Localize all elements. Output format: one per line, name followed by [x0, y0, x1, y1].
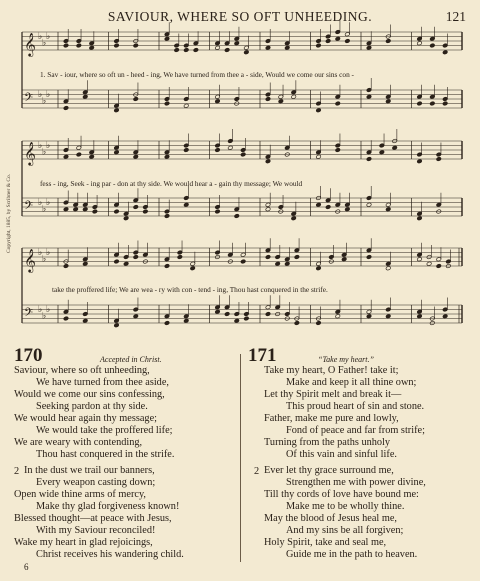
footer-number: 6: [24, 562, 29, 572]
flat-icon: ♭: [42, 38, 47, 49]
note-head: [386, 99, 391, 104]
note-head: [430, 43, 435, 48]
note-head: [294, 255, 299, 260]
note-head: [417, 159, 422, 164]
note-head: [164, 101, 169, 106]
note-head: [442, 101, 447, 106]
note-head: [316, 154, 321, 159]
verse-line: May the blood of Jesus heal me,: [264, 513, 397, 524]
note-head: [386, 207, 391, 212]
note-head: [184, 103, 189, 108]
flat-icon: ♭: [42, 311, 47, 322]
note-head: [215, 148, 220, 153]
verse-line: Guide me in the path to heaven.: [286, 549, 418, 560]
verse-line: Wake my heart in glad rejoicings,: [14, 537, 153, 548]
verse-line: Seeking pardon at thy side.: [36, 401, 148, 412]
note-head: [89, 154, 94, 159]
note-head: [76, 152, 81, 157]
note-head: [316, 202, 321, 207]
note-head: [285, 45, 290, 50]
note-head: [366, 157, 371, 162]
note-head: [436, 157, 441, 162]
flat-icon: ♭: [46, 140, 51, 151]
note-head: [63, 43, 68, 48]
note-head: [417, 257, 422, 262]
note-head: [215, 309, 220, 314]
note-head: [63, 154, 68, 159]
verse-line: Would we come our sins confessing,: [14, 389, 165, 400]
note-head: [291, 216, 296, 221]
note-head: [234, 41, 239, 46]
hymn-number: 171: [248, 345, 277, 366]
note-head: [341, 257, 346, 262]
note-head: [133, 97, 138, 102]
bass-clef-icon: 𝄢: [24, 91, 34, 108]
note-head: [133, 205, 138, 210]
note-head: [224, 312, 229, 317]
note-head: [123, 216, 128, 221]
note-head: [265, 207, 270, 212]
verse-line: Ever let thy grace surround me,: [264, 465, 394, 476]
flat-icon: ♭: [46, 304, 51, 315]
note-head: [316, 321, 321, 326]
lyric-line-3: take the proffered life; We are wea - ry with con - tend - ing, Thou hast conquered in the strife.: [52, 285, 328, 294]
note-head: [392, 145, 397, 150]
note-head: [316, 43, 321, 48]
flat-icon: ♭: [46, 247, 51, 258]
verse-line: Open wide thine arms of mercy,: [14, 489, 147, 500]
flat-icon: ♭: [38, 89, 43, 100]
verse-line: We would hear again thy message;: [14, 413, 157, 424]
bass-clef-icon: 𝄢: [24, 199, 34, 216]
note-head: [114, 259, 119, 264]
note-head: [366, 255, 371, 260]
note-head: [114, 43, 119, 48]
note-head: [294, 321, 299, 326]
verse-line: Make thy glad forgiveness known!: [36, 501, 180, 512]
note-head: [164, 154, 169, 159]
verse-line: Saviour, where so oft unheeding,: [14, 365, 150, 376]
flat-icon: ♭: [38, 140, 43, 151]
note-head: [417, 314, 422, 319]
verse-line: With my Saviour reconciled!: [36, 525, 156, 536]
note-head: [436, 264, 441, 269]
note-head: [143, 209, 148, 214]
verse-line: Christ receives his wandering child.: [36, 549, 184, 560]
note-head: [215, 209, 220, 214]
hymn-subtitle: “Take my heart.”: [318, 355, 374, 364]
note-head: [265, 312, 270, 317]
note-head: [193, 48, 198, 53]
verse-line: Let thy Spirit melt and break it—: [264, 389, 402, 400]
note-head: [133, 255, 138, 260]
note-head: [63, 264, 68, 269]
note-head: [63, 106, 68, 111]
copyright-notice: Copyright, 1885, by Scribner & Co.: [6, 173, 12, 253]
verse-line: Thou hast conquered in the strife.: [36, 449, 175, 460]
note-head: [174, 48, 179, 53]
page-number: 121: [445, 9, 466, 24]
note-head: [133, 154, 138, 159]
note-head: [244, 50, 249, 55]
note-head: [114, 108, 119, 113]
stanza-number: 2: [254, 466, 260, 477]
note-head: [184, 48, 189, 53]
treble-clef-icon: 𝄞: [24, 31, 36, 56]
note-head: [184, 148, 189, 153]
note-head: [345, 207, 350, 212]
verse-line: Make and keep it all thine own;: [286, 377, 417, 388]
note-head: [240, 259, 245, 264]
note-head: [316, 266, 321, 271]
note-head: [426, 261, 431, 266]
note-head: [366, 314, 371, 319]
note-head: [325, 205, 330, 210]
note-head: [133, 314, 138, 319]
verse-line: We are weary with contending,: [14, 437, 143, 448]
note-head: [430, 101, 435, 106]
verse-line: Turning from the paths unholy: [264, 437, 391, 448]
note-head: [83, 261, 88, 266]
note-head: [83, 207, 88, 212]
note-head: [83, 318, 88, 323]
flat-icon: ♭: [38, 197, 43, 208]
verse-line: Till thy cords of love have bound me:: [264, 489, 419, 500]
note-head: [240, 152, 245, 157]
note-head: [215, 99, 220, 104]
flat-icon: ♭: [42, 254, 47, 265]
note-head: [234, 318, 239, 323]
verse-line: Of this vain and sinful life.: [286, 449, 397, 460]
note-head: [164, 36, 169, 41]
note-head: [184, 202, 189, 207]
flat-icon: ♭: [46, 31, 51, 42]
note-head: [224, 48, 229, 53]
verse-line: Take my heart, O Father! take it;: [264, 365, 399, 376]
hymn-number: 170: [14, 345, 43, 366]
note-head: [285, 261, 290, 266]
stanza-number: 2: [14, 466, 20, 477]
note-head: [366, 202, 371, 207]
verse-line: In the dust we trail our banners,: [24, 465, 155, 476]
column-divider: [240, 354, 241, 562]
note-head: [190, 266, 195, 271]
note-head: [335, 314, 340, 319]
note-head: [265, 255, 270, 260]
note-head: [164, 321, 169, 326]
flat-icon: ♭: [38, 304, 43, 315]
verse-line: Make me to be wholly thine.: [286, 501, 405, 512]
note-head: [73, 207, 78, 212]
note-head: [386, 39, 391, 44]
flat-icon: ♭: [38, 31, 43, 42]
note-head: [386, 314, 391, 319]
flat-icon: ♭: [46, 89, 51, 100]
verse-line: And my sins be all forgiven;: [286, 525, 404, 536]
page-title: SAVIOUR, WHERE SO OFT UNHEEDING.: [107, 9, 373, 24]
note-head: [234, 214, 239, 219]
note-head: [184, 318, 189, 323]
note-head: [63, 316, 68, 321]
note-head: [177, 255, 182, 260]
treble-clef-icon: 𝄞: [24, 140, 36, 165]
flat-icon: ♭: [42, 96, 47, 107]
note-head: [335, 36, 340, 41]
note-head: [123, 261, 128, 266]
note-head: [265, 97, 270, 102]
note-head: [417, 216, 422, 221]
note-head: [366, 94, 371, 99]
note-head: [265, 45, 270, 50]
verse-line: This proud heart of sin and stone.: [286, 401, 425, 412]
flat-icon: ♭: [46, 197, 51, 208]
note-head: [386, 266, 391, 271]
note-head: [325, 39, 330, 44]
note-head: [335, 101, 340, 106]
verse-line: Strengthen me with power divine,: [286, 477, 426, 488]
verse-line: We have turned from thee aside,: [36, 377, 169, 388]
flat-icon: ♭: [38, 247, 43, 258]
bass-clef-icon: 𝄢: [24, 306, 34, 323]
note-head: [133, 43, 138, 48]
note-head: [244, 316, 249, 321]
treble-clef-icon: 𝄞: [24, 247, 36, 272]
note-head: [83, 94, 88, 99]
note-head: [114, 150, 119, 155]
note-head: [114, 323, 119, 328]
note-head: [291, 94, 296, 99]
note-head: [76, 43, 81, 48]
note-head: [265, 159, 270, 164]
note-head: [417, 101, 422, 106]
verse-line: Blessed thought—at peace with Jesus,: [14, 513, 172, 524]
note-head: [89, 45, 94, 50]
note-head: [366, 45, 371, 50]
lyric-line-1: 1. Sav - iour, where so oft un - heed - ing, We have turned from thee a - side, Would we come our sins con -: [40, 70, 354, 79]
note-head: [114, 209, 119, 214]
note-head: [92, 209, 97, 214]
note-head: [442, 50, 447, 55]
note-head: [275, 261, 280, 266]
verse-line: Fond of peace and far from strife;: [286, 425, 425, 436]
verse-line: Every weapon casting down;: [36, 477, 156, 488]
note-head: [335, 148, 340, 153]
note-head: [164, 264, 169, 269]
note-head: [215, 45, 220, 50]
note-head: [164, 214, 169, 219]
verse-line: We would take the proffered life;: [36, 425, 173, 436]
verse-line: Father, make me pure and lowly,: [264, 413, 399, 424]
verse-line: Holy Spirit, take and seal me,: [264, 537, 387, 548]
note-head: [442, 314, 447, 319]
note-head: [379, 150, 384, 155]
flat-icon: ♭: [42, 147, 47, 158]
note-head: [228, 145, 233, 150]
lyric-line-2: fess - ing, Seek - ing par - don at thy side. We would hear a - gain thy message; We would: [40, 179, 303, 188]
note-head: [278, 99, 283, 104]
note-head: [345, 39, 350, 44]
note-head: [63, 207, 68, 212]
flat-icon: ♭: [42, 204, 47, 215]
note-head: [316, 108, 321, 113]
note-head: [417, 41, 422, 46]
hymn-subtitle: Accepted in Christ.: [100, 355, 162, 364]
